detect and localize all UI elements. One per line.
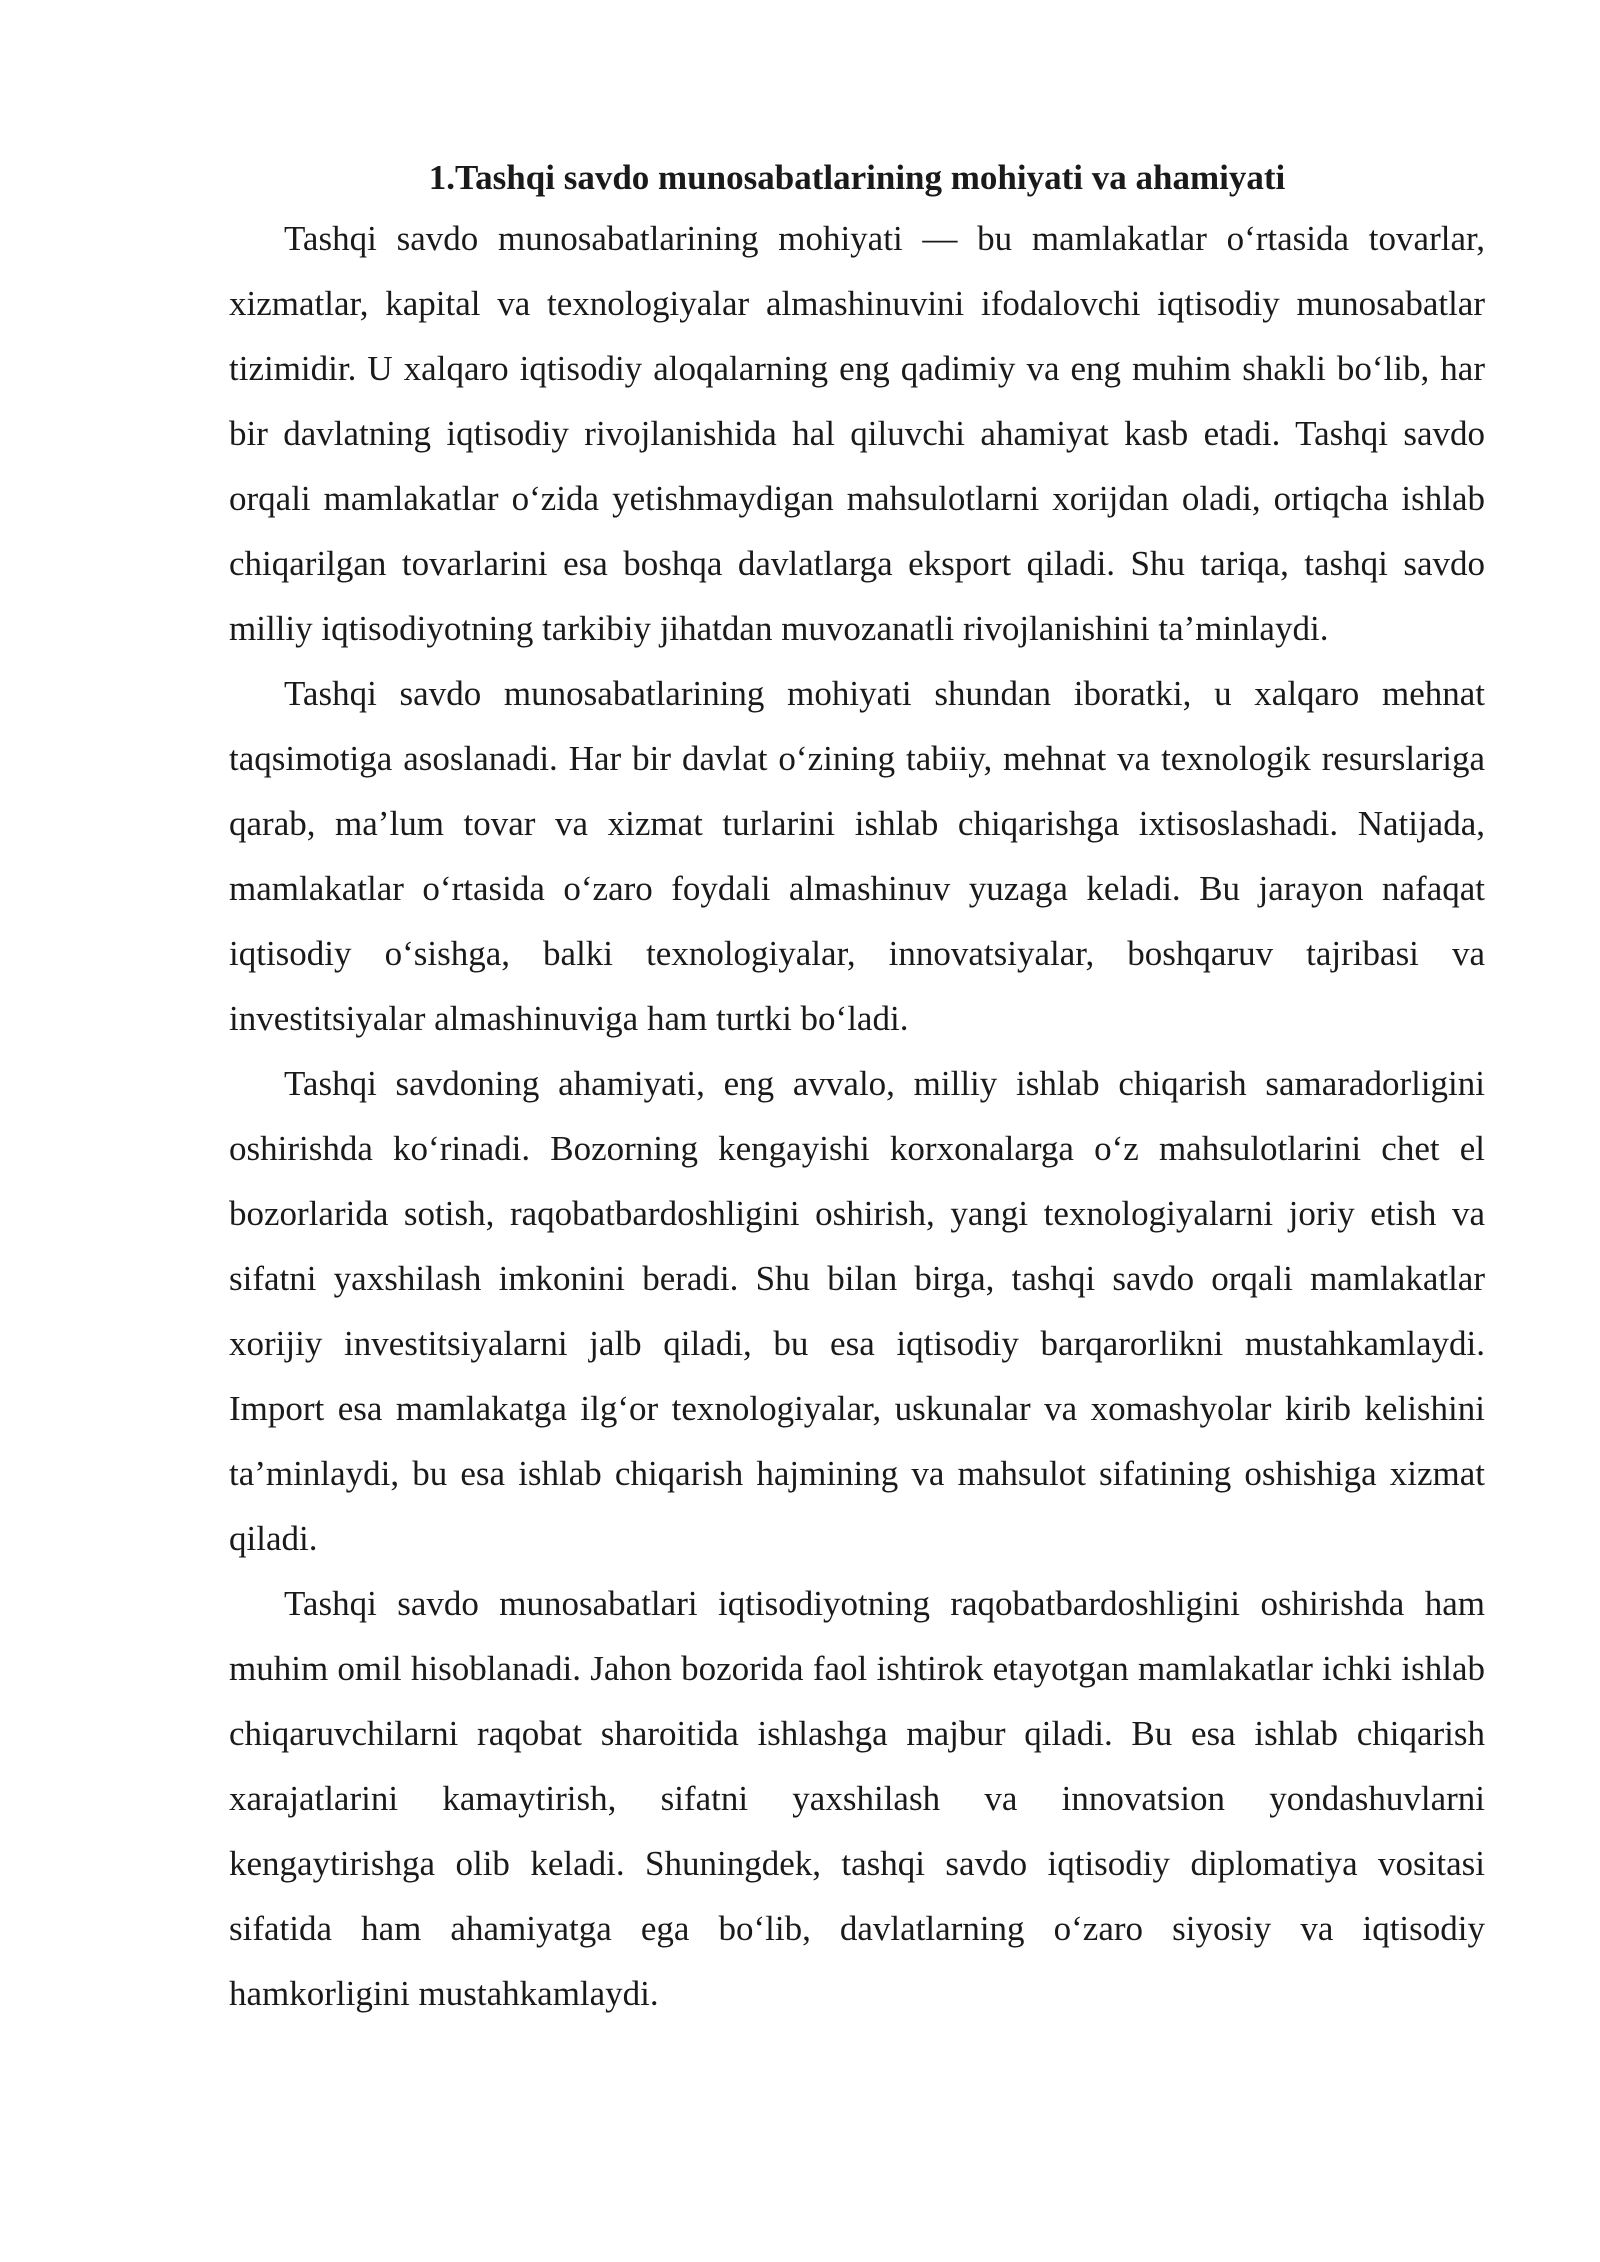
paragraph: Tashqi savdoning ahamiyati, eng avvalo, milliy ishlab chiqarish samaradorligini oshirishda ko‘rinadi. Bozorning kengayishi korxonalarga o‘z mahsulotlarini chet el bozorlarida sotish, raqobatbardoshligini oshirish, yangi texnologiyalarni joriy etish va sifatni yaxshilash imkonini beradi. Shu bilan birga, tashqi savdo orqali mamlakatlar xorijiy investitsiyalarni jalb qiladi, bu esa iqtisodiy barqarorlikni mustahkamlaydi. Import esa mamlakatga ilg‘or texnologiyalar, uskunalar va xomashyolar kirib kelishini ta’minlaydi, bu esa ishlab chiqarish hajmining va mahsulot sifatining oshishiga xizmat qiladi. — [229, 1064, 1485, 1558]
paragraph: Tashqi savdo munosabatlari iqtisodiyotning raqobatbardoshligini oshirishda ham muhim omil hisoblanadi. Jahon bozorida faol ishtirok etayotgan mamlakatlar ichki ishlab chiqaruvchilarni raqobat sharoitida ishlashga majbur qiladi. Bu esa ishlab chiqarish xarajatlarini kamaytirish, sifatni yaxshilash va innovatsion yondashuvlarni kengaytirishga olib keladi. Shuningdek, tashqi savdo iqtisodiy diplomatiya vositasi sifatida ham ahamiyatga ega bo‘lib, davlatlarning o‘zaro siyosiy va iqtisodiy hamkorligini mustahkamlaydi. — [229, 1584, 1485, 2013]
paragraph: Tashqi savdo munosabatlarining mohiyati — bu mamlakatlar o‘rtasida tovarlar, xizmatlar, kapital va texnologiyalar almashinuvini ifodalovchi iqtisodiy munosabatlar tizimidir. U xalqaro iqtisodiy aloqalarning eng qadimiy va eng muhim shakli bo‘lib, har bir davlatning iqtisodiy rivojlanishida hal qiluvchi ahamiyat kasb etadi. Tashqi savdo orqali mamlakatlar o‘zida yetishmaydigan mahsulotlarni xorijdan oladi, ortiqcha ishlab chiqarilgan tovarlarini esa boshqa davlatlarga eksport qiladi. Shu tariqa, tashqi savdo milliy iqtisodiyotning tarkibiy jihatdan muvozanatli rivojlanishini ta’minlaydi. — [229, 219, 1485, 648]
paragraph: Tashqi savdo munosabatlarining mohiyati shundan iboratki, u xalqaro mehnat taqsimotiga asoslanadi. Har bir davlat o‘zining tabiiy, mehnat va texnologik resurslariga qarab, ma’lum tovar va xizmat turlarini ishlab chiqarishga ixtisoslashadi. Natijada, mamlakatlar o‘rtasida o‘zaro foydali almashinuv yuzaga keladi. Bu jarayon nafaqat iqtisodiy o‘sishga, balki texnologiyalar, innovatsiyalar, boshqaruv tajribasi va investitsiyalar almashinuviga ham turtki bo‘ladi. — [229, 674, 1485, 1038]
document-page — [229, 150, 1485, 2026]
document-title: 1.Tashqi savdo munosabatlarining mohiyati va ahamiyati — [428, 158, 1286, 197]
